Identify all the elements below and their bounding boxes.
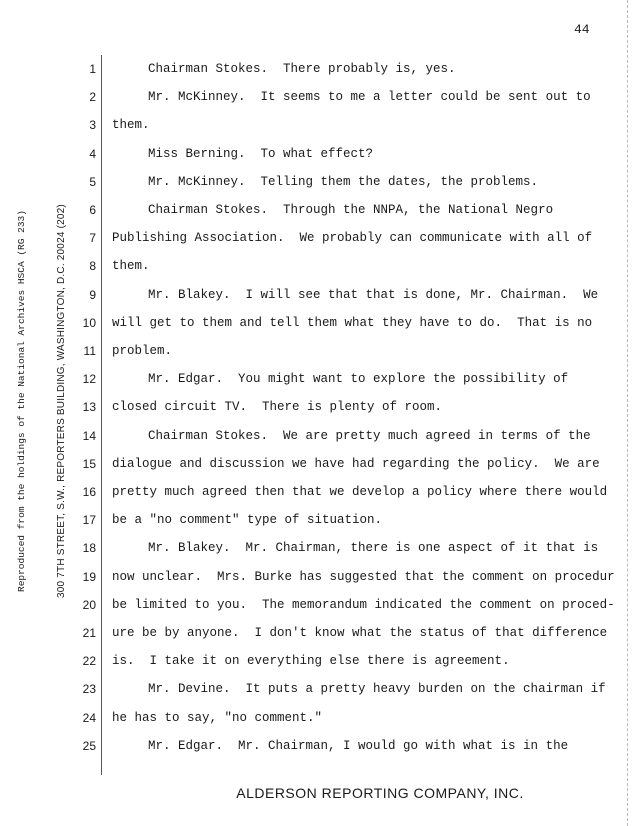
line-text: Mr. McKinney. Telling them the dates, the problems. xyxy=(148,174,539,189)
line-text: pretty much agreed then that we develop a policy where there would xyxy=(112,485,608,499)
line-number: 16 xyxy=(82,485,96,499)
transcript-line xyxy=(0,316,638,336)
transcript-line xyxy=(0,175,638,195)
line-number: 24 xyxy=(82,710,96,725)
line-number: 21 xyxy=(82,626,96,640)
transcript-line xyxy=(0,372,638,392)
line-number: 6 xyxy=(89,203,96,217)
line-number: 25 xyxy=(82,738,96,753)
line-text: them. xyxy=(112,118,150,133)
transcript-line xyxy=(0,711,638,731)
transcript-line xyxy=(0,62,638,82)
transcript-line xyxy=(0,457,638,477)
line-text: Chairman Stokes. There probably is, yes. xyxy=(148,62,456,76)
line-number: 12 xyxy=(82,372,96,387)
line-number: 2 xyxy=(89,90,96,105)
archive-note: Reproduced from the holdings of the National Archives HSCA (RG 233) xyxy=(16,210,27,592)
line-number: 22 xyxy=(82,654,96,669)
line-text: ure be by anyone. I don't know what the status of that difference xyxy=(112,626,608,640)
transcript-line xyxy=(0,90,638,110)
line-number: 4 xyxy=(89,146,96,161)
transcript-line xyxy=(0,682,638,702)
line-number: 17 xyxy=(82,513,96,528)
line-text: Chairman Stokes. We are pretty much agreed in terms of the xyxy=(148,428,591,443)
transcript-line xyxy=(0,513,638,533)
line-number: 1 xyxy=(89,62,96,76)
line-text: Mr. Devine. It puts a pretty heavy burden on the chairman if xyxy=(148,682,606,697)
transcript-line xyxy=(0,485,638,505)
line-number: 10 xyxy=(82,315,96,330)
transcript-line xyxy=(0,570,638,590)
line-text: Mr. McKinney. It seems to me a letter could be sent out to xyxy=(148,90,591,105)
line-text: will get to them and tell them what they have to do. That is no xyxy=(112,315,593,330)
line-number: 19 xyxy=(82,569,96,584)
line-number: 8 xyxy=(89,259,96,274)
line-text: now unclear. Mrs. Burke has suggested that the comment on procedur xyxy=(112,569,615,584)
transcript-line xyxy=(0,626,638,646)
line-number: 7 xyxy=(89,231,96,246)
transcript-line xyxy=(0,118,638,138)
transcript-line xyxy=(0,203,638,223)
line-number: 3 xyxy=(89,118,96,133)
line-number: 13 xyxy=(82,400,96,415)
line-text: he has to say, "no comment." xyxy=(112,710,323,725)
transcript-line xyxy=(0,147,638,167)
line-text: Mr. Blakey. Mr. Chairman, there is one aspect of it that is xyxy=(148,541,599,556)
line-text: Mr. Blakey. I will see that that is done, Mr. Chairman. We xyxy=(148,287,599,302)
transcript-line xyxy=(0,739,638,759)
line-number: 14 xyxy=(82,428,96,443)
transcript-line xyxy=(0,259,638,279)
line-text: Chairman Stokes. Through the NNPA, the National Negro xyxy=(148,203,554,217)
transcript-line xyxy=(0,429,638,449)
line-text: be limited to you. The memorandum indicated the comment on proced- xyxy=(112,597,615,612)
page-number: 44 xyxy=(574,22,590,37)
line-text: problem. xyxy=(112,344,173,358)
line-text: be a "no comment" type of situation. xyxy=(112,513,383,528)
transcript-line xyxy=(0,654,638,674)
transcript-line xyxy=(0,344,638,364)
line-text: them. xyxy=(112,259,150,274)
line-text: is. I take it on everything else there is agreement. xyxy=(112,654,510,669)
line-number: 18 xyxy=(82,541,96,556)
line-number: 5 xyxy=(89,174,96,189)
line-text: dialogue and discussion we have had regarding the policy. We are xyxy=(112,456,600,471)
line-text: Mr. Edgar. Mr. Chairman, I would go with what is in the xyxy=(148,738,569,753)
line-text: closed circuit TV. There is plenty of room. xyxy=(112,400,443,415)
reporter-address: 300 7TH STREET, S.W., REPORTERS BUILDING, WASHINGTON, D.C. 20024 (202) xyxy=(56,204,67,598)
transcript-line xyxy=(0,288,638,308)
line-text: Publishing Association. We probably can communicate with all of xyxy=(112,231,593,246)
line-number: 15 xyxy=(82,456,96,471)
line-number: 9 xyxy=(89,287,96,302)
line-text: Miss Berning. To what effect? xyxy=(148,146,374,161)
line-number: 11 xyxy=(83,344,96,358)
line-number: 23 xyxy=(82,682,96,697)
transcript-line xyxy=(0,231,638,251)
transcript-line xyxy=(0,400,638,420)
line-text: Mr. Edgar. You might want to explore the possibility of xyxy=(148,372,569,387)
line-number: 20 xyxy=(82,597,96,612)
transcript-line xyxy=(0,598,638,618)
transcript-line xyxy=(0,541,638,561)
footer: ALDERSON REPORTING COMPANY, INC. xyxy=(236,785,524,801)
